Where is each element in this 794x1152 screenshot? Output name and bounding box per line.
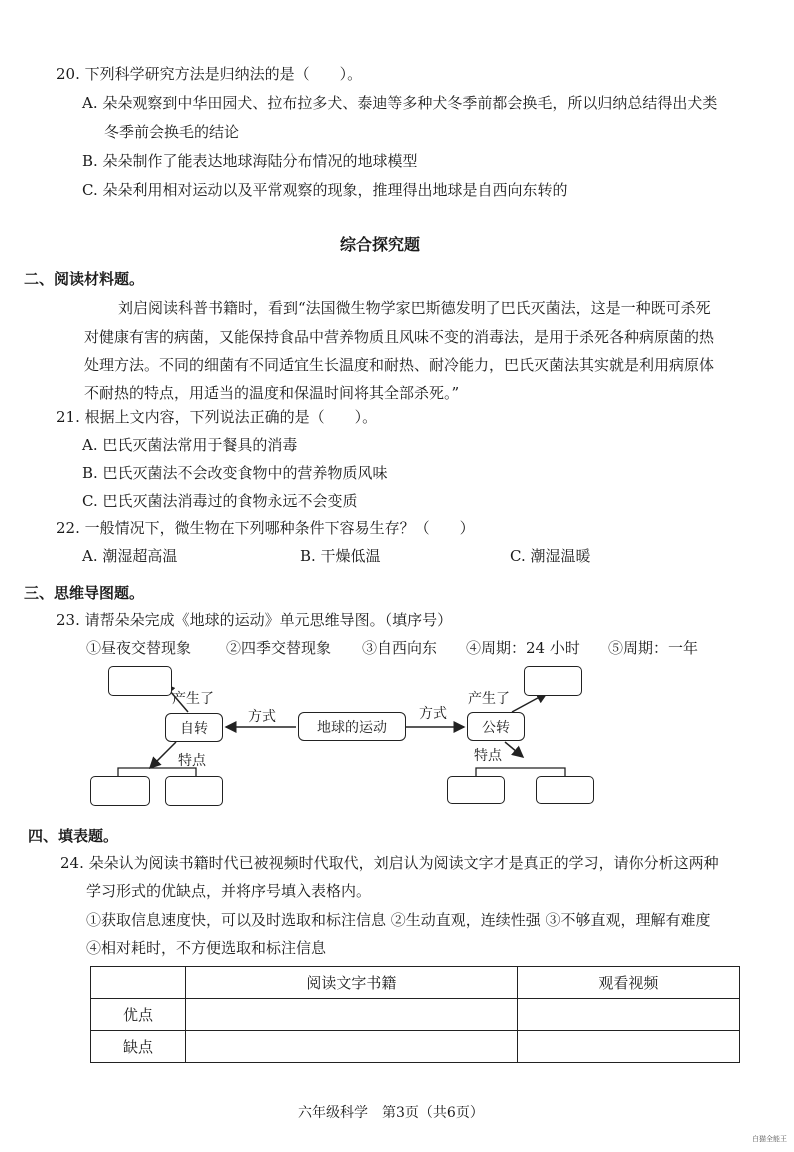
q20-option-a-cont: 冬季前会换毛的结论 [104, 123, 240, 141]
q23-option-5: ⑤周期：一年 [608, 639, 699, 657]
q24-options-line-2: ④相对耗时，不方便选取和标注信息 [86, 939, 327, 957]
q21-option-c: C. 巴氏灭菌法消毒过的食物永远不会变质 [82, 492, 358, 510]
q24-options-line-1: ①获取信息速度快，可以及时选取和标注信息 ②生动直观，连续性强 ③不够直观，理解有难度 [86, 911, 711, 929]
q21-option-b: B. 巴氏灭菌法不会改变食物中的营养物质风味 [82, 464, 388, 482]
q23-option-3: ③自西向东 [362, 639, 438, 657]
rotation-produce-label: 产生了 [172, 691, 214, 707]
revolution-produces-blank[interactable] [524, 666, 582, 696]
revolution-features-bracket [476, 768, 565, 776]
section-3-heading: 三、思维导图题。 [24, 584, 145, 602]
revolution-produce-label: 产生了 [468, 691, 510, 707]
q23-option-2: ②四季交替现象 [226, 639, 332, 657]
rotation-feature-blank-1[interactable] [90, 776, 150, 806]
table-row [91, 999, 740, 1031]
q23-option-1: ①昼夜交替现象 [86, 639, 192, 657]
table-row [91, 1031, 740, 1063]
revolution-method-label: 方式 [419, 706, 447, 722]
video-cons-cell[interactable] [517, 1031, 739, 1063]
arrow-rotation-features [150, 742, 176, 768]
q22-stem: 22. 一般情况下，微生物在下列哪种条件下容易生存？（ ） [56, 519, 475, 537]
q22-option-c: C. 潮湿温暖 [510, 547, 591, 565]
q21-stem: 21. 根据上文内容，下列说法正确的是（ ）。 [56, 408, 378, 426]
rotation-node [165, 713, 223, 742]
q20-option-c: C. 朵朵利用相对运动以及平常观察的现象，推理得出地球是自西向东转的 [82, 181, 568, 199]
part-title: 综合探究题 [340, 235, 421, 254]
center-node [298, 712, 406, 741]
q20-option-b: B. 朵朵制作了能表达地球海陆分布情况的地球模型 [82, 152, 418, 170]
column-header-books: 阅读文字书籍 [186, 967, 518, 999]
center-node-label: 地球的运动 [317, 719, 387, 736]
row-header-pros: 优点 [91, 999, 186, 1031]
table-corner-cell [91, 967, 186, 999]
q20-option-a: A. 朵朵观察到中华田园犬、拉布拉多犬、泰迪等多种犬冬季前都会换毛，所以归纳总结得出犬类 [82, 94, 718, 112]
passage-line-3: 处理方法。不同的细菌有不同适宜生长温度和耐热、耐冷能力，巴氏灭菌法其实就是利用病原体 [84, 356, 715, 374]
q23-option-4: ④周期：24 小时 [466, 639, 580, 657]
rotation-produces-blank[interactable] [108, 666, 172, 696]
q24-stem-line-2: 学习形式的优缺点，并将序号填入表格内。 [86, 882, 372, 900]
section-2-heading: 二、阅读材料题。 [24, 270, 145, 288]
q22-option-a: A. 潮湿超高温 [82, 547, 178, 565]
q24-stem-line-1: 24. 朵朵认为阅读书籍时代已被视频时代取代，刘启认为阅读文字才是真正的学习，请你分析这两种 [60, 854, 719, 872]
rotation-node-label: 自转 [180, 720, 208, 737]
scanner-watermark: 白猫全能王 [752, 1135, 787, 1143]
video-pros-cell[interactable] [517, 999, 739, 1031]
passage-line-1: 刘启阅读科普书籍时，看到“法国微生物学家巴斯德发明了巴氏灭菌法，这是一种既可杀死 [118, 299, 711, 317]
revolution-feature-label: 特点 [474, 748, 502, 764]
revolution-feature-blank-2[interactable] [536, 776, 594, 804]
passage-line-4: 不耐热的特点，用适当的温度和保温时间将其全部杀死。” [84, 384, 460, 402]
rotation-feature-label: 特点 [178, 753, 206, 769]
section-4-heading: 四、填表题。 [28, 827, 119, 845]
q23-stem: 23. 请帮朵朵完成《地球的运动》单元思维导图。（填序号） [56, 611, 453, 629]
rotation-feature-blank-2[interactable] [165, 776, 223, 806]
rotation-method-label: 方式 [248, 709, 276, 725]
row-header-cons: 缺点 [91, 1031, 186, 1063]
pros-cons-table [90, 966, 740, 1063]
arrow-revolution-features [505, 742, 523, 757]
passage-line-2: 对健康有害的病菌，又能保持食品中营养物质且风味不变的消毒法，是用于杀死各种病原菌的热 [84, 328, 715, 346]
page-footer: 六年级科学 第3页（共6页） [298, 1105, 484, 1121]
q20-stem: 20. 下列科学研究方法是归纳法的是（ ）。 [56, 65, 363, 83]
q22-option-b: B. 干燥低温 [300, 547, 381, 565]
column-header-video: 观看视频 [517, 967, 739, 999]
revolution-node-label: 公转 [482, 719, 510, 736]
table-header-row [91, 967, 740, 999]
books-cons-cell[interactable] [186, 1031, 518, 1063]
revolution-feature-blank-1[interactable] [447, 776, 505, 804]
revolution-node [467, 712, 525, 741]
books-pros-cell[interactable] [186, 999, 518, 1031]
q21-option-a: A. 巴氏灭菌法常用于餐具的消毒 [82, 436, 298, 454]
